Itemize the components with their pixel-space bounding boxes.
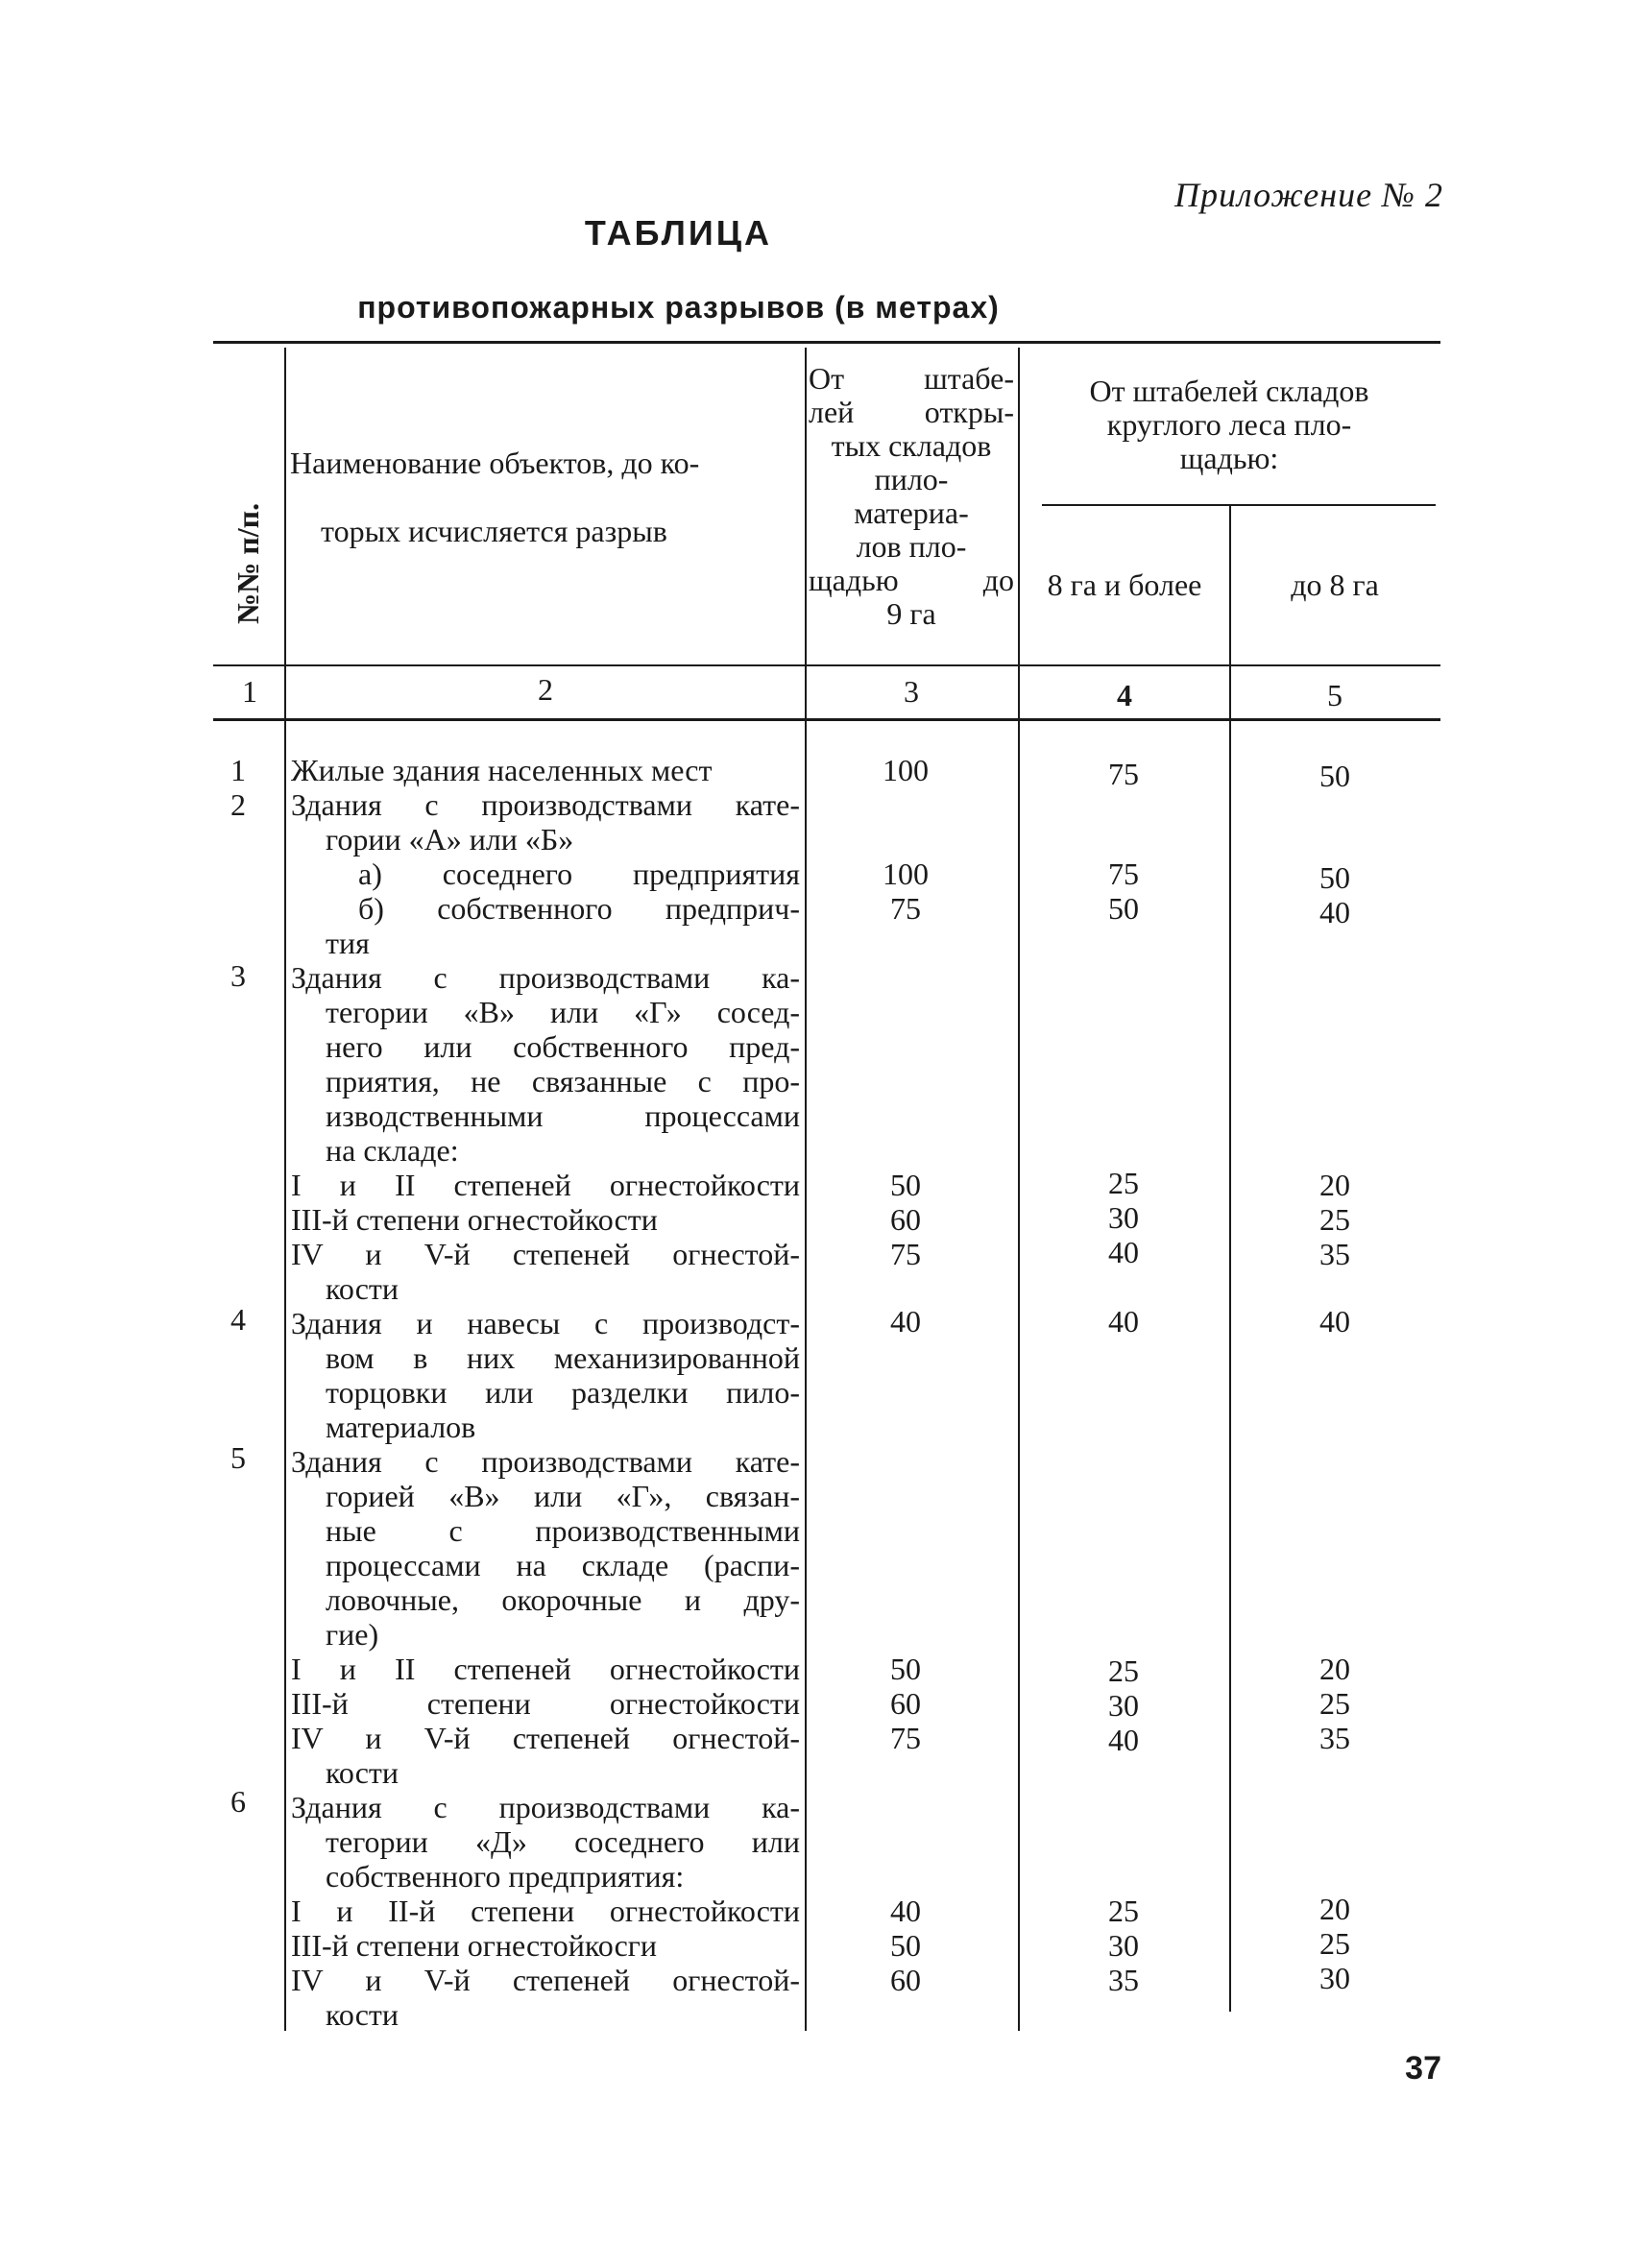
object-line: торцовки или разделки пило- [326, 1375, 800, 1410]
value-round-up-to-8ha: 35 [1319, 1237, 1350, 1271]
value-round-8ha-more: 30 [1108, 1200, 1139, 1235]
value-round-8ha-more: 30 [1108, 1928, 1139, 1963]
object-line: материалов [326, 1410, 476, 1444]
column-number: 1 [242, 674, 257, 709]
header-col1-number: №№ п/п. [230, 502, 265, 624]
object-line: Здания с производствами ка- [291, 1790, 800, 1824]
value-round-8ha-more: 40 [1108, 1723, 1139, 1757]
col4-divider [1229, 504, 1231, 2012]
value-round-up-to-8ha: 35 [1319, 1721, 1350, 1755]
value-round-up-to-8ha: 40 [1319, 895, 1350, 929]
column-numbers-rule [213, 718, 1440, 721]
object-line: гории «А» или «Б» [326, 822, 574, 857]
column-number: 3 [904, 674, 919, 709]
value-sawn-timber: 75 [890, 1721, 921, 1755]
appendix-label: Приложение № 2 [1173, 176, 1443, 214]
value-round-8ha-more: 50 [1108, 891, 1139, 926]
header-col45-line: круглого леса пло- [1106, 407, 1352, 442]
value-sawn-timber: 60 [890, 1963, 921, 1997]
value-round-up-to-8ha: 30 [1319, 1961, 1350, 1995]
header-col2-object-name [290, 446, 801, 548]
header-col5-up-to-8ha: до 8 га [1291, 567, 1379, 602]
object-line: собственного предприятия: [326, 1859, 685, 1894]
header-col45-line: щадью: [1179, 441, 1279, 475]
value-round-up-to-8ha: 20 [1319, 1168, 1350, 1202]
value-round-up-to-8ha: 25 [1319, 1202, 1350, 1237]
value-sawn-timber: 40 [890, 1304, 921, 1339]
header-sub-rule [1042, 504, 1436, 506]
value-round-up-to-8ha: 50 [1319, 860, 1350, 895]
column-number: 4 [1117, 678, 1132, 712]
object-line: гие) [326, 1617, 379, 1652]
row-number: 2 [230, 787, 246, 822]
object-line: вом в них механизированной [326, 1340, 800, 1375]
value-round-up-to-8ha: 25 [1319, 1926, 1350, 1961]
object-line: III-й степени огнестойкосги [291, 1928, 658, 1963]
table-subtitle: противопожарных разрывов (в метрах) [357, 290, 1000, 325]
object-line: него или собственного пред- [326, 1029, 800, 1064]
object-line: кости [326, 1755, 399, 1790]
object-line: изводственными процессами [326, 1098, 800, 1133]
header-col3-line: пило- [874, 462, 949, 496]
object-line: кости [326, 1997, 399, 2032]
object-line: процессами на складе (распи- [326, 1548, 800, 1582]
table-top-rule [213, 341, 1440, 344]
value-sawn-timber: 50 [890, 1168, 921, 1202]
object-line: горией «В» или «Г», связан- [326, 1479, 800, 1513]
row-number: 5 [230, 1440, 246, 1475]
value-round-up-to-8ha: 25 [1319, 1686, 1350, 1721]
value-round-up-to-8ha: 50 [1319, 759, 1350, 793]
value-round-up-to-8ha: 20 [1319, 1652, 1350, 1686]
object-line: ловочные, окорочные и дру- [326, 1582, 800, 1617]
object-line: ные с производственными [326, 1513, 800, 1548]
object-name-column [291, 753, 800, 2032]
header-col3-line: лов пло- [856, 529, 967, 564]
value-round-8ha-more: 40 [1108, 1235, 1139, 1269]
object-line: тегории «Д» соседнего или [326, 1824, 800, 1859]
col1-divider [284, 348, 286, 2031]
object-line: III-й степени огнестойкости [291, 1202, 658, 1237]
header-col3-line: 9 га [886, 596, 936, 631]
object-line: IV и V-й степеней огнестой- [291, 1237, 800, 1271]
header-col45-round-timber [1023, 374, 1436, 475]
value-sawn-timber: 75 [890, 1237, 921, 1271]
object-line: тия [326, 926, 370, 960]
value-round-up-to-8ha: 40 [1319, 1304, 1350, 1339]
object-line: приятия, не связанные с про- [326, 1064, 800, 1098]
col3-divider [1018, 348, 1020, 2031]
value-round-8ha-more: 30 [1108, 1688, 1139, 1723]
object-line: на складе: [326, 1133, 459, 1168]
object-line: I и II степеней огнестойкости [291, 1652, 800, 1686]
header-bottom-rule [213, 664, 1440, 666]
value-sawn-timber: 60 [890, 1686, 921, 1721]
value-sawn-timber: 50 [890, 1928, 921, 1963]
col2-divider [805, 348, 807, 2031]
value-sawn-timber: 75 [890, 891, 921, 926]
header-col4-8ha-more: 8 га и более [1047, 567, 1202, 602]
header-col3-line: щадью до [809, 563, 1014, 597]
object-line: тегории «В» или «Г» сосед- [326, 995, 800, 1029]
object-line: Здания с производствами ка- [291, 960, 800, 995]
value-round-8ha-more: 75 [1108, 857, 1139, 891]
row-number: 3 [230, 958, 246, 993]
value-round-8ha-more: 25 [1108, 1166, 1139, 1200]
page-number: 37 [1405, 2050, 1441, 2087]
page-title: ТАБЛИЦА [584, 213, 773, 253]
column-number: 5 [1327, 678, 1343, 712]
row-number: 6 [230, 1784, 246, 1819]
value-round-8ha-more: 25 [1108, 1653, 1139, 1688]
value-round-8ha-more: 75 [1108, 757, 1139, 791]
value-sawn-timber: 50 [890, 1652, 921, 1686]
header-col2-line: торых исчисляется разрыв [321, 514, 667, 548]
value-round-8ha-more: 35 [1108, 1963, 1139, 1997]
header-col3-line: материа- [854, 495, 969, 530]
row-number: 1 [230, 753, 246, 787]
object-line: Здания с производствами кате- [291, 787, 800, 822]
value-round-8ha-more: 25 [1108, 1894, 1139, 1928]
header-col3-line: От штабе- [809, 361, 1014, 396]
value-sawn-timber: 100 [883, 753, 929, 787]
header-col3-line: тых складов [831, 428, 992, 463]
header-col3-line: лей откры- [809, 395, 1014, 429]
object-line: Жилые здания населенных мест [291, 753, 713, 787]
header-col2-line: Наименование объектов, до ко- [290, 446, 700, 480]
value-sawn-timber: 40 [890, 1894, 921, 1928]
object-line: IV и V-й степеней огнестой- [291, 1963, 800, 1997]
header-col3-sawn-timber [809, 362, 1014, 631]
value-sawn-timber: 100 [883, 857, 929, 891]
value-round-8ha-more: 40 [1108, 1304, 1139, 1339]
value-sawn-timber: 60 [890, 1202, 921, 1237]
header-col45-line: От штабелей складов [1089, 374, 1369, 408]
value-round-up-to-8ha: 20 [1319, 1892, 1350, 1926]
object-line: I и II степеней огнестойкости [291, 1168, 800, 1202]
object-line: кости [326, 1271, 399, 1306]
object-line: Здания с производствами кате- [291, 1444, 800, 1479]
object-line: IV и V-й степеней огнестой- [291, 1721, 800, 1755]
row-number: 4 [230, 1302, 246, 1337]
object-line: III-й степени огнестойкости [291, 1686, 800, 1721]
object-line: а) соседнего предприятия [358, 857, 800, 891]
object-line: I и II-й степени огнестойкости [291, 1894, 800, 1928]
column-number: 2 [538, 672, 553, 707]
object-line: Здания и навесы с производст- [291, 1306, 800, 1340]
object-line: б) собственного предприч- [358, 891, 800, 926]
